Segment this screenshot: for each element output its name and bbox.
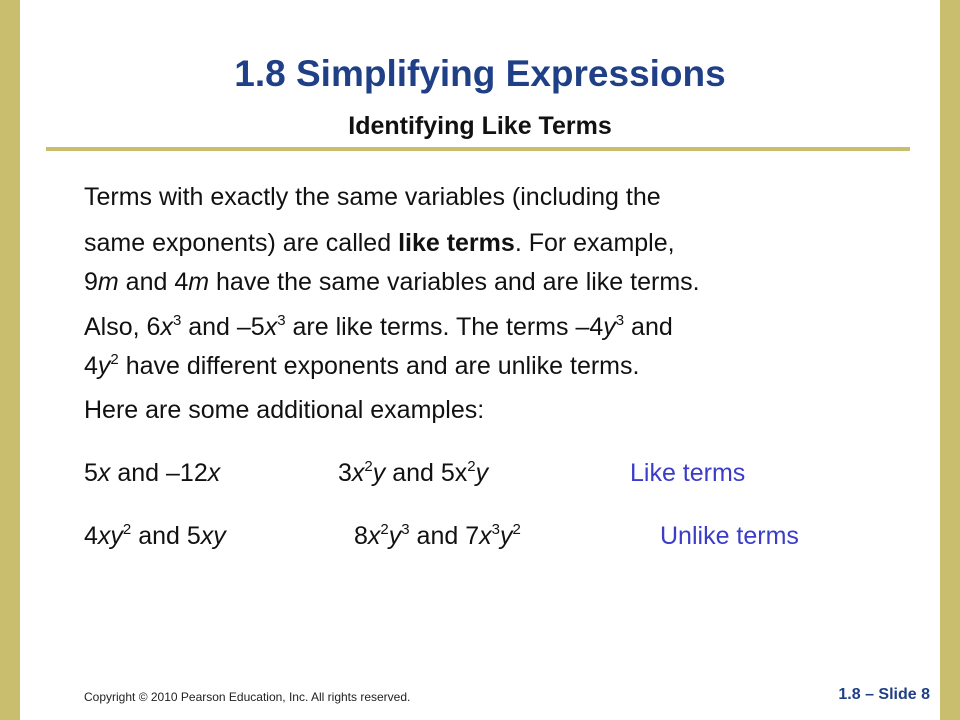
example-pair-1 <box>84 456 220 490</box>
like-terms-term: like terms <box>398 229 515 257</box>
math-exponent: 3 <box>277 312 286 329</box>
connector-text: and 5x <box>385 459 468 487</box>
math-variable: y <box>372 459 386 487</box>
math-variable: x <box>160 313 173 341</box>
coef: 4 <box>84 522 98 550</box>
math-variable: y <box>388 522 402 550</box>
math-exponent: 2 <box>467 458 476 475</box>
body-line-1 <box>84 180 661 214</box>
connector-text: and 5 <box>131 522 201 550</box>
coef: 5 <box>84 459 98 487</box>
body-line-5 <box>84 349 639 383</box>
body-line-6 <box>84 393 484 427</box>
left-accent-bar <box>0 0 20 720</box>
example-pair-3 <box>84 519 226 553</box>
body-text-span: same exponents) are called <box>84 229 399 257</box>
body-text-span: 4 <box>84 352 98 380</box>
title-divider <box>46 147 910 151</box>
right-accent-bar <box>940 0 960 720</box>
math-variable: y <box>97 352 111 380</box>
math-variable: xy <box>200 522 226 550</box>
connector-text: and 7 <box>409 522 480 550</box>
body-line-4 <box>84 310 673 344</box>
math-variable: x <box>207 459 221 487</box>
copyright-notice: Copyright © 2010 Pearson Education, Inc. All rights reserved. <box>84 690 411 704</box>
math-variable: x <box>351 459 365 487</box>
math-exponent: 2 <box>364 458 373 475</box>
slide-subtitle: Identifying Like Terms <box>348 112 612 140</box>
body-text-span: have the same variables and are like terms. <box>209 268 700 296</box>
math-exponent: 3 <box>401 521 410 538</box>
math-variable: x <box>264 313 278 341</box>
body-text-span: Here are some additional examples: <box>84 396 485 424</box>
body-text-span: . For example, <box>514 229 675 257</box>
math-variable: m <box>97 268 119 296</box>
math-variable: y <box>499 522 513 550</box>
math-exponent: 2 <box>110 351 119 368</box>
body-text-span: Terms with exactly the same variables (including the <box>84 183 661 211</box>
slide-title: 1.8 Simplifying Expressions <box>234 53 726 94</box>
like-terms-label: Like terms <box>630 459 746 487</box>
math-exponent: 3 <box>172 312 182 329</box>
example-pair-2 <box>338 456 488 490</box>
math-exponent: 2 <box>122 521 132 538</box>
math-variable: y <box>603 313 616 341</box>
math-variable: x <box>367 522 381 550</box>
example-row-like <box>0 456 960 490</box>
math-exponent: 2 <box>380 521 389 538</box>
math-variable: x <box>97 459 111 487</box>
math-variable: m <box>188 268 210 296</box>
unlike-terms-label: Unlike terms <box>660 522 799 550</box>
body-text-span: and <box>624 313 673 341</box>
body-text-span: have different exponents and are unlike terms. <box>118 352 640 380</box>
example-pair-4 <box>354 519 521 553</box>
math-exponent: 2 <box>512 521 521 538</box>
body-text-span: and 4 <box>118 268 189 296</box>
math-variable: y <box>475 459 489 487</box>
connector-text: and –12 <box>110 459 208 487</box>
math-exponent: 3 <box>491 521 500 538</box>
math-exponent: 3 <box>615 312 625 329</box>
body-line-3 <box>84 265 700 299</box>
slide-number: 1.8 – Slide 8 <box>838 686 930 703</box>
coef: 3 <box>338 459 352 487</box>
body-line-2 <box>84 226 675 260</box>
body-text-span: and –5 <box>181 313 265 341</box>
math-variable: x <box>479 522 492 550</box>
coef: 8 <box>354 522 368 550</box>
example-row-unlike <box>0 519 960 553</box>
body-text-span: are like terms. The terms –4 <box>285 313 604 341</box>
body-text-span: Also, 6 <box>84 313 161 341</box>
math-variable: xy <box>97 522 123 550</box>
body-text-span: 9 <box>84 268 98 296</box>
